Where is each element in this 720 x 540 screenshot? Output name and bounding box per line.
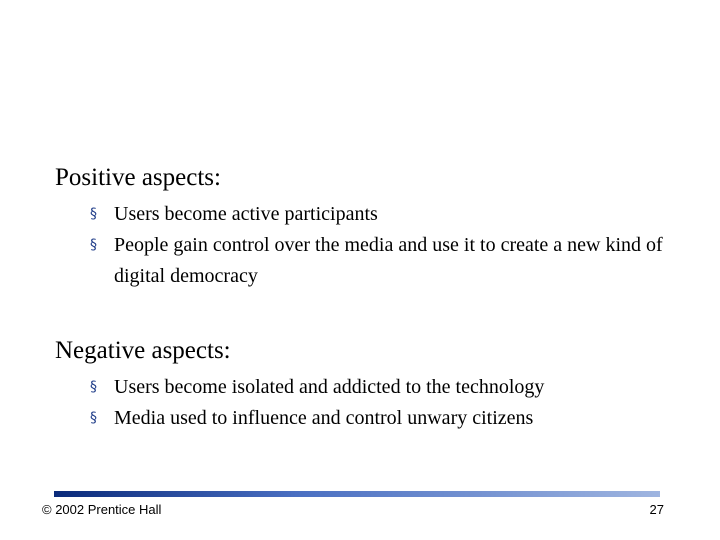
bullet-list-negative (90, 372, 670, 434)
footer-copyright: © 2002 Prentice Hall (42, 502, 162, 517)
bullet-list-positive (90, 199, 670, 292)
list-item (90, 403, 670, 434)
bullet-icon: § (90, 206, 97, 222)
footer-divider (54, 491, 660, 497)
section-heading-positive: Positive aspects: (55, 164, 221, 191)
bullet-text: Media used to influence and control unwary citizens (114, 407, 534, 429)
section-heading-negative: Negative aspects: (55, 337, 231, 364)
bullet-icon: § (90, 237, 97, 253)
bullet-icon: § (90, 379, 97, 395)
list-item (90, 230, 670, 292)
bullet-text: Users become isolated and addicted to the technology (114, 376, 545, 398)
bullet-text: Users become active participants (114, 203, 378, 225)
list-item (90, 372, 670, 403)
bullet-text: People gain control over the media and use it to create a new kind of digital democracy (114, 234, 663, 287)
list-item (90, 199, 670, 230)
bullet-icon: § (90, 410, 97, 426)
page-number: 27 (649, 502, 664, 517)
